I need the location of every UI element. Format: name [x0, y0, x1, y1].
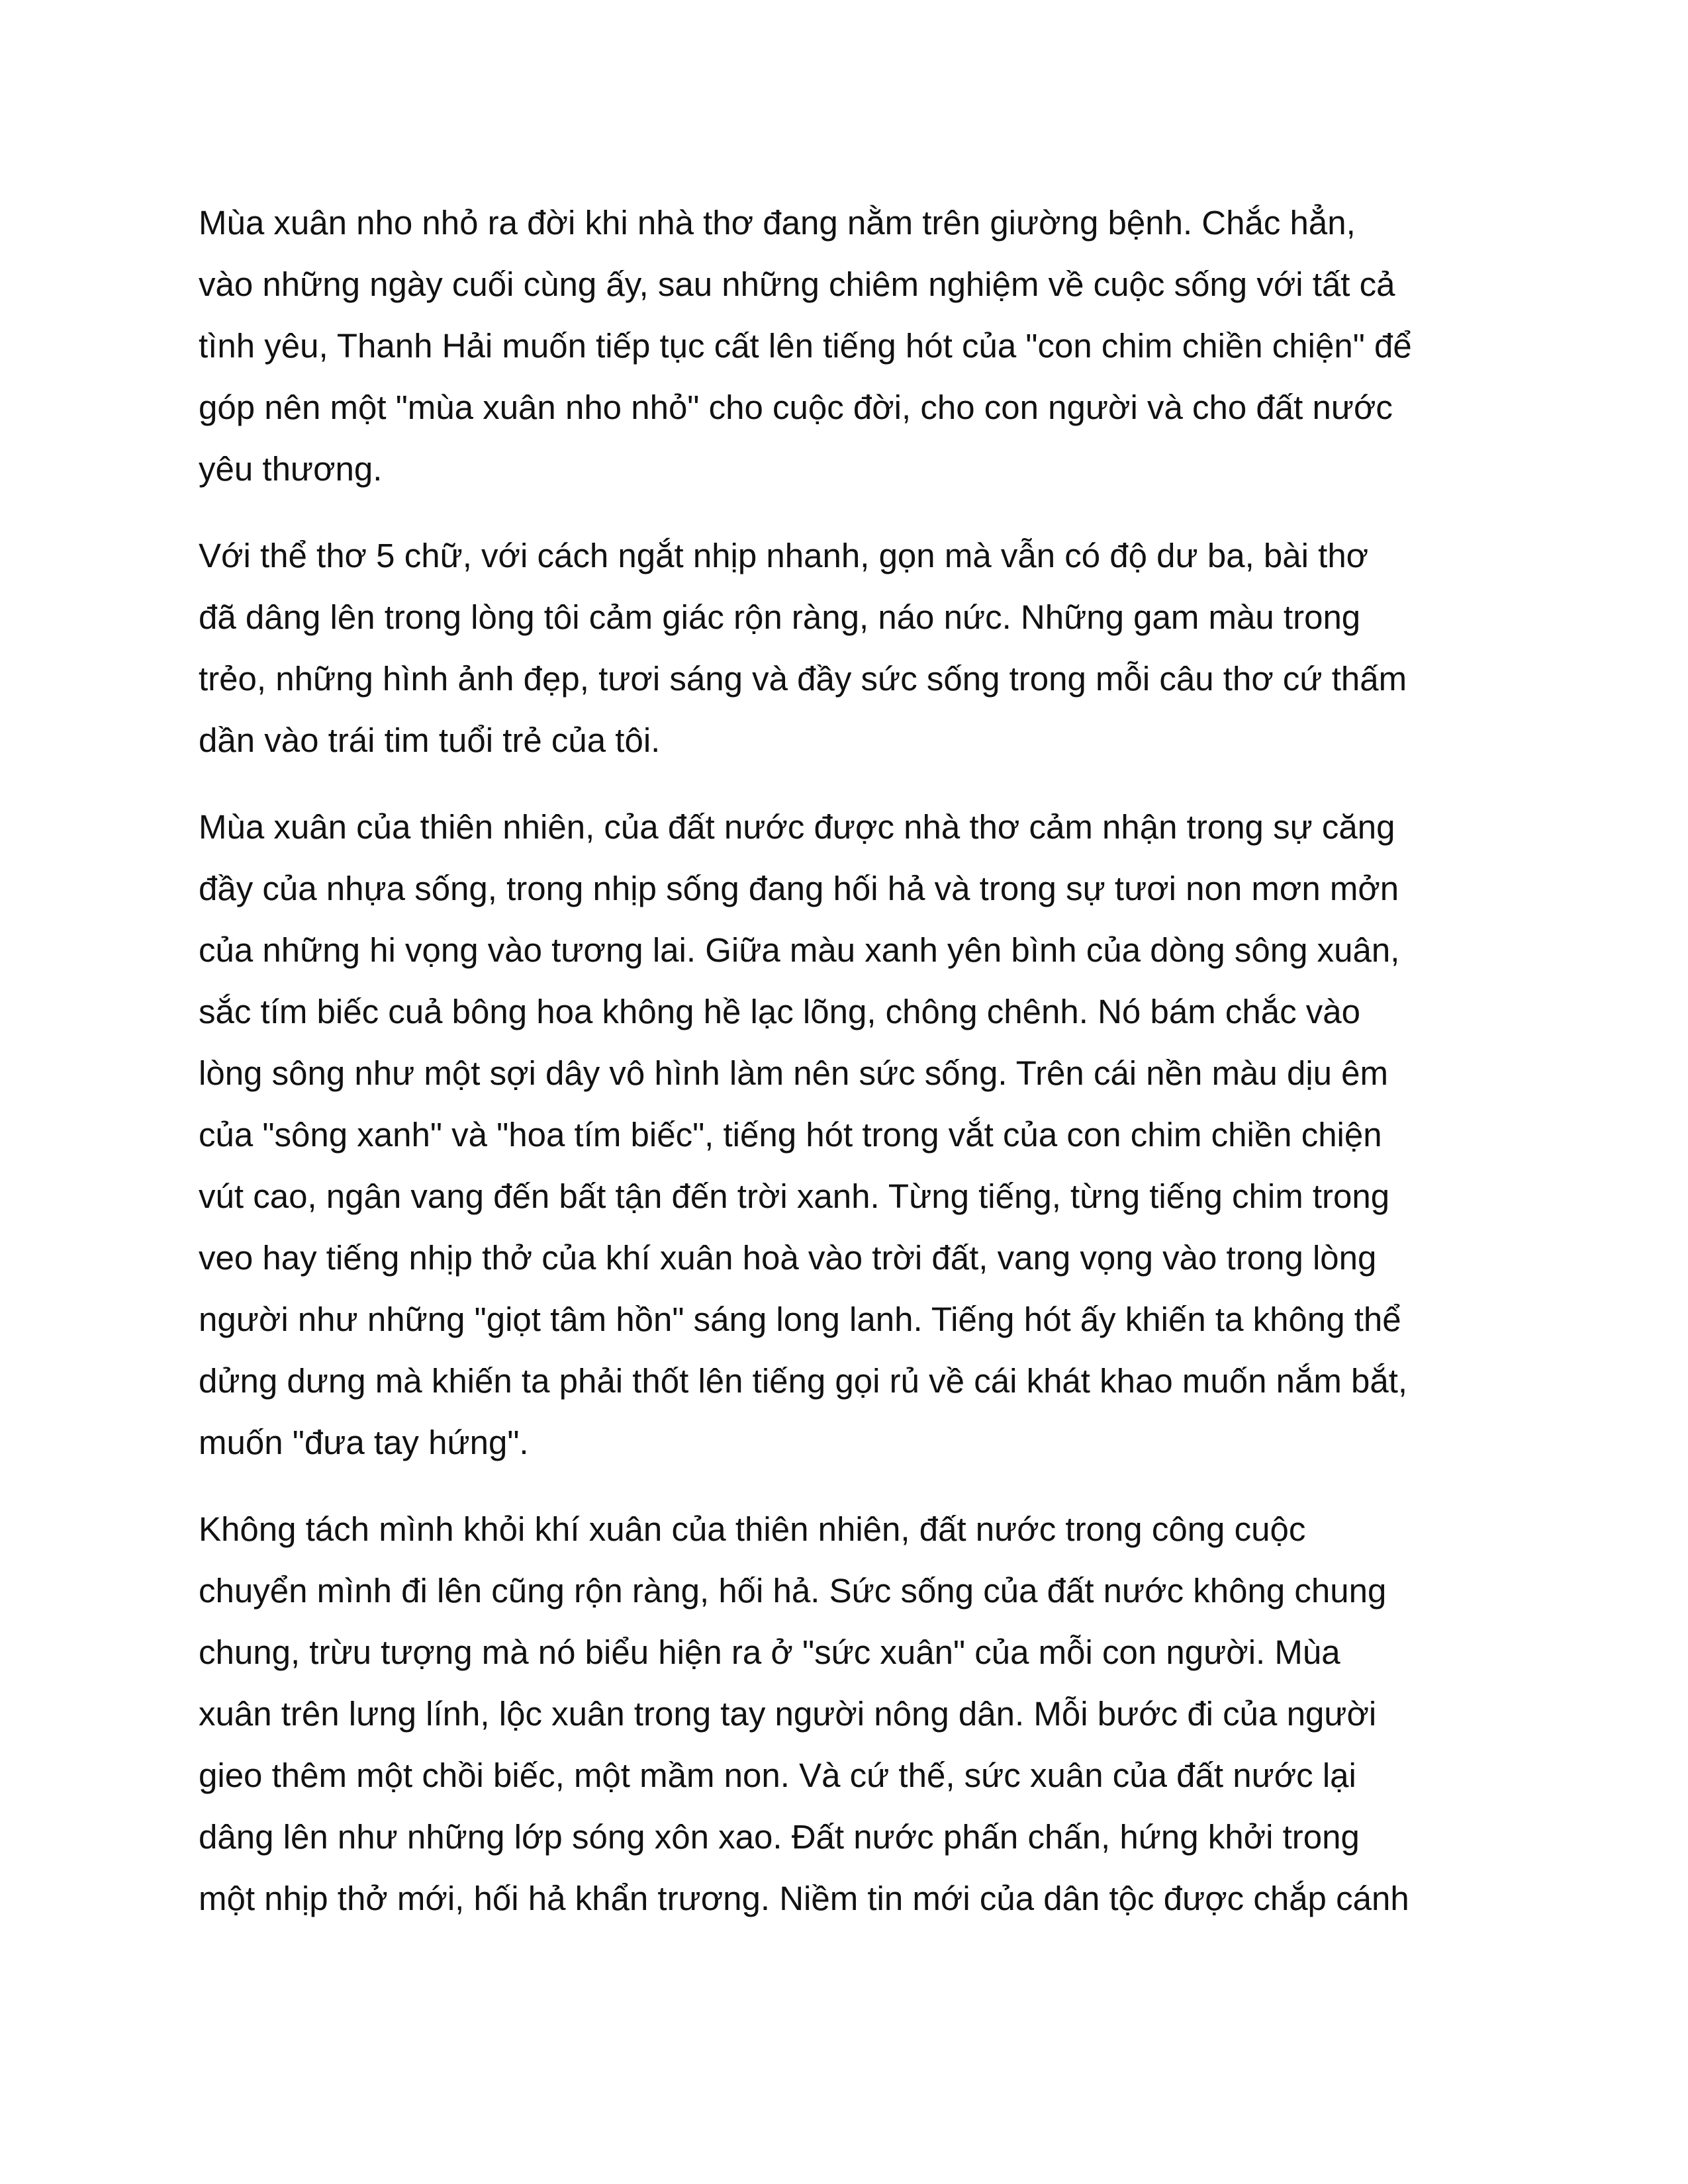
text-line: một nhịp thở mới, hối hả khẩn trương. Niềm tin mới của dân tộc được chắp cánh: [199, 1880, 1409, 1917]
text-line: đã dâng lên trong lòng tôi cảm giác rộn ràng, náo nức. Những gam màu trong: [199, 598, 1361, 636]
text-line: của "sông xanh" và "hoa tím biếc", tiếng hót trong vắt của con chim chiền chiện: [199, 1116, 1382, 1154]
paragraph-2: [199, 525, 1496, 771]
text-line: tình yêu, Thanh Hải muốn tiếp tục cất lên tiếng hót của "con chim chiền chiện" để: [199, 327, 1412, 365]
text-line: xuân trên lưng lính, lộc xuân trong tay người nông dân. Mỗi bước đi của người: [199, 1695, 1377, 1733]
text-line: vào những ngày cuối cùng ấy, sau những chiêm nghiệm về cuộc sống với tất cả: [199, 265, 1395, 303]
text-line: Mùa xuân của thiên nhiên, của đất nước được nhà thơ cảm nhận trong sự căng: [199, 808, 1395, 846]
text-line: dâng lên như những lớp sóng xôn xao. Đất nước phấn chấn, hứng khởi trong: [199, 1818, 1360, 1856]
text-line: Mùa xuân nho nhỏ ra đời khi nhà thơ đang nằm trên giường bệnh. Chắc hẳn,: [199, 204, 1356, 242]
text-line: đầy của nhựa sống, trong nhịp sống đang hối hả và trong sự tươi non mơn mởn: [199, 870, 1399, 907]
text-line: của những hi vọng vào tương lai. Giữa màu xanh yên bình của dòng sông xuân,: [199, 931, 1400, 969]
text-line: veo hay tiếng nhịp thở của khí xuân hoà vào trời đất, vang vọng vào trong lòng: [199, 1239, 1377, 1277]
paragraph-4: [199, 1498, 1496, 1929]
text-line: Với thể thơ 5 chữ, với cách ngắt nhịp nhanh, gọn mà vẫn có độ dư ba, bài thơ: [199, 537, 1369, 574]
text-line: muốn "đưa tay hứng".: [199, 1424, 529, 1461]
text-line: chuyển mình đi lên cũng rộn ràng, hối hả. Sức sống của đất nước không chung: [199, 1572, 1387, 1610]
text-line: người như những "giọt tâm hồn" sáng long lanh. Tiếng hót ấy khiến ta không thể: [199, 1300, 1401, 1338]
document-body: [199, 192, 1496, 1954]
text-line: gieo thêm một chồi biếc, một mầm non. Và cứ thế, sức xuân của đất nước lại: [199, 1756, 1356, 1794]
text-line: Không tách mình khỏi khí xuân của thiên nhiên, đất nước trong công cuộc: [199, 1510, 1306, 1548]
text-line: lòng sông như một sợi dây vô hình làm nên sức sống. Trên cái nền màu dịu êm: [199, 1054, 1389, 1092]
text-line: chung, trừu tượng mà nó biểu hiện ra ở "sức xuân" của mỗi con người. Mùa: [199, 1633, 1340, 1671]
text-line: trẻo, những hình ảnh đẹp, tươi sáng và đầy sức sống trong mỗi câu thơ cứ thấm: [199, 660, 1407, 698]
text-line: yêu thương.: [199, 450, 383, 488]
text-line: dần vào trái tim tuổi trẻ của tôi.: [199, 721, 661, 759]
paragraph-1: [199, 192, 1496, 500]
text-line: sắc tím biếc cuả bông hoa không hề lạc lõng, chông chênh. Nó bám chắc vào: [199, 993, 1360, 1030]
text-line: vút cao, ngân vang đến bất tận đến trời xanh. Từng tiếng, từng tiếng chim trong: [199, 1177, 1390, 1215]
paragraph-3: [199, 796, 1496, 1473]
text-line: dửng dưng mà khiến ta phải thốt lên tiếng gọi rủ về cái khát khao muốn nắm bắt,: [199, 1362, 1408, 1400]
text-line: góp nên một "mùa xuân nho nhỏ" cho cuộc đời, cho con người và cho đất nước: [199, 388, 1393, 426]
